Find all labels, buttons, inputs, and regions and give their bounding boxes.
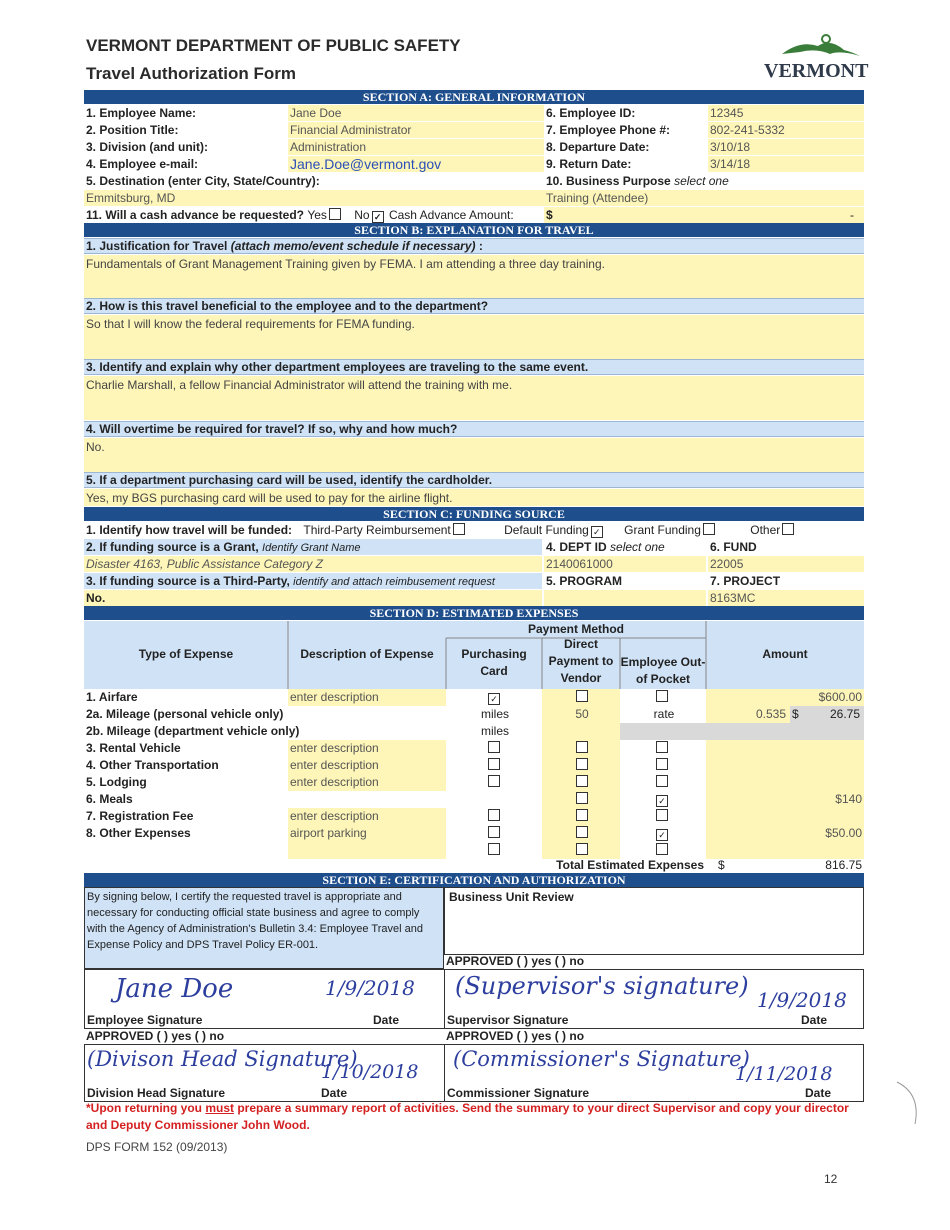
q1-colon: :	[475, 239, 483, 253]
expense-amount[interactable]: $140	[706, 791, 864, 808]
fund-code-label: 6. FUND	[710, 540, 757, 554]
col-type: Type of Expense	[138, 647, 234, 661]
q1-label	[84, 238, 864, 254]
expense-type: 8. Other Expenses	[86, 826, 191, 840]
third-label-text: 3. If funding source is a Third-Party,	[86, 574, 290, 588]
expense-type: 5. Lodging	[86, 775, 147, 789]
supervisor-sig-box	[444, 969, 864, 1029]
expense-amount[interactable]	[706, 740, 864, 757]
other-funding-label: Other	[750, 523, 781, 537]
employee-sig-box	[84, 969, 446, 1029]
grant-hint: Identify Grant Name	[262, 542, 361, 554]
section-d-header: SECTION D: ESTIMATED EXPENSES	[84, 606, 864, 620]
expense-desc[interactable]: enter description	[288, 689, 446, 706]
direct-checkbox[interactable]	[576, 741, 588, 753]
expense-type: 4. Other Transportation	[86, 758, 219, 772]
division-signature[interactable]: (Divison Head Signature)	[87, 1047, 358, 1071]
pcard-checkbox[interactable]	[488, 843, 500, 855]
q1-label-text: 1. Justification for Travel	[86, 239, 228, 253]
mileage-personal-label: 2a. Mileage (personal vehicle only)	[86, 707, 284, 721]
cash-dash: -	[850, 208, 854, 222]
position-title-label: 2. Position Title:	[86, 123, 179, 137]
expense-row-registration	[84, 808, 864, 825]
grant-name-field[interactable]: Disaster 4163, Public Assistance Category Z	[84, 556, 542, 572]
employee-name-field[interactable]: Jane Doe	[288, 105, 544, 121]
form-id: DPS FORM 152 (09/2013)	[86, 1140, 228, 1154]
expense-amount[interactable]	[706, 774, 864, 791]
commissioner-date-label: Date	[805, 1086, 832, 1100]
expense-row-airfare	[84, 689, 864, 706]
q2-label: 2. How is this travel beneficial to the employee and to the department?	[84, 298, 864, 314]
division-approved[interactable]: APPROVED ( ) yes ( ) no	[86, 1029, 225, 1043]
section-b-header: SECTION B: EXPLANATION FOR TRAVEL	[84, 223, 864, 237]
employee-checkbox[interactable]	[656, 690, 668, 702]
direct-checkbox[interactable]	[576, 809, 588, 821]
business-review-box	[444, 887, 864, 955]
return-field[interactable]: 3/14/18	[708, 156, 864, 172]
grant-label	[84, 539, 542, 555]
page-edge-mark	[895, 1080, 925, 1130]
page-number: 12	[824, 1172, 838, 1186]
expense-desc[interactable]: enter description	[288, 757, 446, 774]
purpose-hint: select one	[674, 174, 729, 188]
expense-header-lines	[84, 621, 864, 689]
cash-advance-row	[84, 207, 544, 223]
grant-label-text: 2. If funding source is a Grant,	[86, 540, 259, 554]
expense-row-other-transport	[84, 757, 864, 774]
cash-advance-label: 11. Will a cash advance be requested?	[86, 208, 304, 222]
commissioner-signature[interactable]: (Commissioner's Signature)	[453, 1047, 750, 1071]
default-funding-checkbox[interactable]: ✓	[591, 526, 603, 538]
note-must: must	[205, 1101, 234, 1115]
commissioner-approved[interactable]: APPROVED ( ) yes ( ) no	[446, 1029, 585, 1043]
mileage-amount	[790, 706, 864, 723]
rate-label: rate	[653, 707, 675, 721]
grant-funding-label: Grant Funding	[624, 523, 701, 537]
business-approved[interactable]: APPROVED ( ) yes ( ) no	[446, 954, 585, 968]
employee-checkbox[interactable]	[656, 741, 668, 753]
mileage-dollar: $	[792, 707, 799, 721]
col-pcard: Purchasing Card	[461, 647, 527, 678]
expense-desc[interactable]: enter description	[288, 740, 446, 757]
purpose-label-text: 10. Business Purpose	[546, 174, 671, 188]
third-party-field[interactable]: No.	[84, 590, 542, 606]
direct-checkbox[interactable]	[576, 758, 588, 770]
expense-desc[interactable]: enter description	[288, 808, 446, 825]
employee-checkbox[interactable]	[656, 775, 668, 787]
fund-label: 1. Identify how travel will be funded:	[86, 523, 293, 537]
form-subtitle: Travel Authorization Form	[86, 64, 297, 83]
position-title-field[interactable]: Financial Administrator	[288, 122, 544, 138]
employee-signature[interactable]: Jane Doe	[115, 974, 234, 1004]
cash-no-label: No	[354, 208, 370, 222]
employee-name-label: 1. Employee Name:	[86, 106, 197, 120]
col-direct: Direct Payment to Vendor	[548, 637, 614, 685]
col-desc: Description of Expense	[300, 647, 434, 661]
q5-label: 5. If a department purchasing card will be used, identify the cardholder.	[84, 472, 864, 488]
pcard-checkbox[interactable]	[488, 741, 500, 753]
supervisor-sig-label: Supervisor Signature	[447, 1013, 569, 1027]
col-employee: Employee Out-of Pocket	[620, 655, 706, 686]
certification-text: By signing below, I certify the requested travel is appropriate and necessary for conducting official state business and agree to comply with the Agency of Administration's Bulletin 3.4: Employee Travel and Expense Policy and DPS Travel Policy ER-001.	[84, 887, 444, 969]
note-prefix: *Upon returning you	[86, 1101, 206, 1115]
business-review-label: Business Unit Review	[449, 890, 574, 904]
departure-field[interactable]: 3/10/18	[708, 139, 864, 155]
total-amount	[706, 857, 864, 874]
cash-amount-field[interactable]	[544, 207, 864, 223]
expense-amount[interactable]: $50.00	[706, 825, 864, 842]
employee-sig-label: Employee Signature	[87, 1013, 203, 1027]
expense-row-other	[84, 825, 864, 842]
total-row	[84, 857, 864, 874]
miles-label-2: miles	[480, 724, 509, 738]
logo-text: VERMONT	[764, 60, 869, 82]
division-label: 3. Division (and unit):	[86, 140, 208, 154]
commissioner-sig-label: Commissioner Signature	[447, 1086, 590, 1100]
destination-label: 5. Destination (enter City, State/Country):	[86, 174, 320, 188]
division-field[interactable]: Administration	[288, 139, 544, 155]
direct-checkbox[interactable]	[576, 792, 588, 804]
direct-checkbox[interactable]	[576, 775, 588, 787]
purpose-select[interactable]: Training (Attendee)	[544, 190, 864, 206]
project-field[interactable]: 8163MC	[708, 590, 864, 606]
phone-field[interactable]: 802-241-5332	[708, 122, 864, 138]
third-party-checkbox[interactable]	[453, 523, 465, 535]
section-e-header: SECTION E: CERTIFICATION AND AUTHORIZATION	[84, 873, 864, 887]
employee-checkbox[interactable]	[656, 758, 668, 770]
vermont-logo	[760, 32, 870, 82]
q4-answer[interactable]: No.	[84, 438, 864, 472]
q5-answer[interactable]: Yes, my BGS purchasing card will be used to pay for the airline flight.	[84, 489, 864, 506]
expense-type: 7. Registration Fee	[86, 809, 194, 823]
division-sig-date[interactable]: 1/10/2018	[321, 1061, 419, 1083]
q4-label: 4. Will overtime be required for travel? If so, why and how much?	[84, 421, 864, 437]
expense-desc[interactable]: enter description	[288, 774, 446, 791]
expense-row-lodging	[84, 774, 864, 791]
mileage-amount-value: 26.75	[829, 707, 860, 721]
employee-sig-date[interactable]: 1/9/2018	[325, 976, 415, 1000]
expense-type: 1. Airfare	[86, 690, 138, 704]
expense-amount[interactable]	[706, 808, 864, 825]
expense-row-mileage-personal	[84, 706, 864, 723]
dept-label	[544, 539, 706, 555]
pcard-checkbox[interactable]	[488, 775, 500, 787]
q1-answer[interactable]: Fundamentals of Grant Management Training given by FEMA. I am attending a three day training.	[84, 255, 864, 298]
cash-amount-label: Cash Advance Amount:	[388, 208, 514, 222]
expense-row-rental	[84, 740, 864, 757]
third-hint: identify and attach reimbusement request	[293, 576, 495, 588]
employee-checkbox[interactable]: ✓	[656, 795, 668, 807]
fund-code-field[interactable]: 22005	[708, 556, 864, 572]
cash-currency: $	[546, 208, 553, 222]
col-amount: Amount	[762, 647, 808, 661]
pcard-checkbox[interactable]	[488, 826, 500, 838]
expense-row-meals	[84, 791, 864, 808]
departure-label: 8. Departure Date:	[546, 140, 650, 154]
grant-funding-checkbox[interactable]	[703, 523, 715, 535]
pcard-checkbox[interactable]	[488, 809, 500, 821]
division-sig-label: Division Head Signature	[87, 1086, 226, 1100]
destination-field[interactable]: Emmitsburg, MD	[84, 190, 544, 206]
program-label: 5. PROGRAM	[546, 574, 623, 588]
expense-row-mileage-dept	[84, 723, 864, 740]
cash-no-checkbox[interactable]: ✓	[372, 211, 384, 223]
employee-id-field[interactable]: 12345	[708, 105, 864, 121]
email-label: 4. Employee e-mail:	[86, 157, 199, 171]
pcard-checkbox[interactable]	[488, 758, 500, 770]
expense-desc[interactable]: airport parking	[288, 825, 446, 842]
division-date-label: Date	[321, 1086, 348, 1100]
employee-checkbox[interactable]	[656, 843, 668, 855]
supervisor-signature[interactable]: (Supervisor's signature)	[455, 972, 749, 1000]
expense-amount[interactable]	[706, 757, 864, 774]
employee-checkbox[interactable]	[656, 809, 668, 821]
col-method: Payment Method	[527, 622, 624, 636]
dept-label-text: 4. DEPT ID	[546, 540, 607, 554]
miles-label: miles	[480, 707, 509, 721]
third-label	[84, 573, 542, 589]
employee-date-label: Date	[373, 1013, 400, 1027]
return-note	[86, 1100, 876, 1134]
section-c-header: SECTION C: FUNDING SOURCE	[84, 507, 864, 521]
section-a-header: SECTION A: GENERAL INFORMATION	[84, 90, 864, 104]
note-line2: and Deputy Commissioner John Wood.	[86, 1118, 310, 1132]
return-label: 9. Return Date:	[546, 157, 632, 171]
expense-type: 3. Rental Vehicle	[86, 741, 181, 755]
direct-checkbox[interactable]	[576, 843, 588, 855]
expense-amount[interactable]: $600.00	[706, 689, 864, 706]
commissioner-sig-date[interactable]: 1/11/2018	[735, 1063, 833, 1085]
dept-id-select[interactable]: 2140061000	[544, 556, 706, 572]
fund-options	[84, 522, 864, 538]
dept-hint: select one	[610, 540, 665, 554]
mileage-miles-field[interactable]: 50	[542, 706, 620, 723]
cash-yes-label: Yes	[307, 208, 327, 222]
q3-label: 3. Identify and explain why other department employees are traveling to the same event.	[84, 359, 864, 375]
pcard-checkbox[interactable]: ✓	[488, 693, 500, 705]
project-label: 7. PROJECT	[710, 574, 781, 588]
note-line1: prepare a summary report of activities. Send the summary to your direct Supervisor and copy your director	[234, 1101, 849, 1115]
employee-checkbox[interactable]: ✓	[656, 829, 668, 841]
cash-yes-checkbox[interactable]	[329, 208, 341, 220]
q2-answer[interactable]: So that I will know the federal requirements for FEMA funding.	[84, 315, 864, 359]
supervisor-date-label: Date	[801, 1013, 828, 1027]
mileage-dept-label: 2b. Mileage (department vehicle only)	[86, 724, 300, 738]
mileage-rate-field[interactable]: 0.535	[706, 706, 790, 723]
purpose-label	[544, 173, 864, 189]
other-funding-checkbox[interactable]	[782, 523, 794, 535]
mileage-dept-miles-field[interactable]	[542, 723, 620, 740]
q3-answer[interactable]: Charlie Marshall, a fellow Financial Administrator will attend the training with me.	[84, 376, 864, 420]
q1-hint: (attach memo/event schedule if necessary)	[230, 239, 476, 253]
third-party-option-label: Third-Party Reimbursement	[303, 523, 451, 537]
expense-type: 6. Meals	[86, 792, 133, 806]
total-currency: $	[718, 858, 725, 872]
program-field[interactable]	[544, 590, 706, 606]
direct-checkbox[interactable]	[576, 826, 588, 838]
division-sig-box	[84, 1044, 446, 1102]
direct-checkbox[interactable]	[576, 690, 588, 702]
phone-label: 7. Employee Phone #:	[546, 123, 671, 137]
form-title: VERMONT DEPARTMENT OF PUBLIC SAFETY	[86, 36, 461, 55]
total-amount-value: 816.75	[825, 858, 862, 872]
total-label: Total Estimated Expenses	[556, 858, 704, 872]
default-funding-label: Default Funding	[504, 523, 589, 537]
email-field[interactable]: Jane.Doe@vermont.gov	[288, 156, 544, 172]
mountain-logo-icon	[760, 32, 870, 62]
employee-id-label: 6. Employee ID:	[546, 106, 636, 120]
supervisor-sig-date[interactable]: 1/9/2018	[757, 988, 847, 1012]
commissioner-sig-box	[444, 1044, 864, 1102]
mileage-dept-gray	[620, 723, 864, 740]
